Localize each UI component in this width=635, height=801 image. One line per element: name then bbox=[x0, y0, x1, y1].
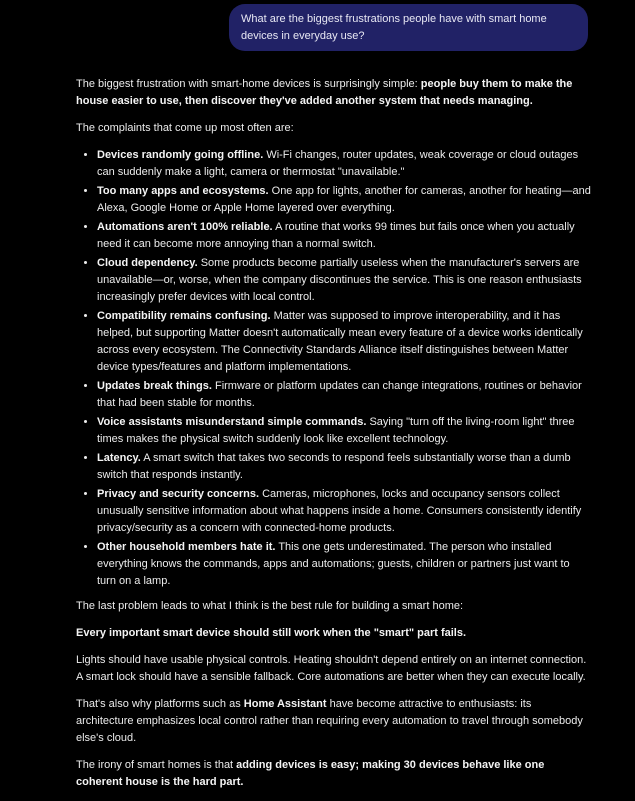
platform-paragraph bbox=[76, 696, 591, 747]
irony-lead: The irony of smart homes is that bbox=[76, 759, 237, 771]
complaint-title: Privacy and security concerns. bbox=[97, 488, 260, 500]
controls-paragraph: Lights should have usable physical controls. Heating shouldn't depend entirely on an internet connection. A smart lock should have a sensible fallback. Core automations are better when they can execute locally. bbox=[76, 654, 587, 683]
platform-name: Home Assistant bbox=[243, 698, 327, 710]
complaint-text: Some products become partially useless when the manufacturer's servers are unavailable—or, worse, when the company discontinues the service. This is one reason enthusiasts increasingly prefer devices with local control. bbox=[97, 257, 582, 303]
list-item bbox=[97, 414, 591, 448]
complaints-list bbox=[76, 147, 591, 590]
list-item bbox=[97, 147, 591, 181]
list-item bbox=[97, 255, 591, 306]
list-item bbox=[97, 486, 591, 537]
list-item bbox=[97, 183, 591, 217]
platform-before: That's also why platforms such as bbox=[76, 698, 244, 710]
irony-bold: adding devices is easy; making 30 devices behave like one coherent house is the hard part. bbox=[76, 759, 545, 788]
complaint-text: A smart switch that takes two seconds to respond feels substantially worse than a dumb switch that responds instantly. bbox=[97, 452, 571, 481]
complaint-title: Too many apps and ecosystems. bbox=[97, 185, 269, 197]
complaint-title: Updates break things. bbox=[97, 380, 212, 392]
assistant-response bbox=[76, 76, 591, 801]
complaint-title: Other household members hate it. bbox=[97, 541, 276, 553]
list-item bbox=[97, 219, 591, 253]
platform-after: have become attractive to enthusiasts: its architecture emphasizes local control rather than requiring every automation to travel through somebody else's cloud. bbox=[76, 698, 583, 744]
complaint-text: One app for lights, another for cameras, another for heating—and Alexa, Google Home or Apple Home layered over everything. bbox=[97, 185, 591, 214]
complaints-intro: The complaints that come up most often are: bbox=[76, 122, 294, 134]
list-item bbox=[97, 450, 591, 484]
complaint-text: Firmware or platform updates can change integrations, routines or behavior that had been stable for months. bbox=[97, 380, 582, 409]
complaint-title: Latency. bbox=[97, 452, 141, 464]
complaint-title: Cloud dependency. bbox=[97, 257, 198, 269]
list-item bbox=[97, 539, 591, 590]
user-message-text: What are the biggest frustrations people have with smart home devices in everyday use? bbox=[241, 13, 547, 42]
rule-bold: Every important smart device should still work when the "smart" part fails. bbox=[76, 627, 467, 639]
rule-paragraph bbox=[76, 625, 591, 642]
user-message-bubble bbox=[229, 4, 588, 51]
list-item bbox=[97, 308, 591, 376]
complaint-title: Voice assistants misunderstand simple commands. bbox=[97, 416, 367, 428]
complaint-text: Wi-Fi changes, router updates, weak coverage or cloud outages can suddenly make a light, camera or thermostat "unavailable." bbox=[97, 149, 579, 178]
rule-intro: The last problem leads to what I think is the best rule for building a smart home: bbox=[76, 600, 464, 612]
complaint-title: Devices randomly going offline. bbox=[97, 149, 264, 161]
intro-lead: The biggest frustration with smart-home devices is surprisingly simple: bbox=[76, 78, 421, 90]
complaint-text: Saying "turn off the living-room light" three times makes the physical switch suddenly look like excellent technology. bbox=[97, 416, 575, 445]
complaint-text: A routine that works 99 times but fails once when you actually need it can become more annoying than a normal switch. bbox=[97, 221, 575, 250]
complaint-text: Cameras, microphones, locks and occupancy sensors collect unusually sensitive information about what happens inside a home. Consumers consistently identify privacy/security as a concern with connected-home products. bbox=[97, 488, 582, 534]
intro-paragraph bbox=[76, 76, 591, 110]
irony-paragraph bbox=[76, 757, 591, 791]
intro-bold: people buy them to make the house easier to use, then discover they've added another system that needs managing. bbox=[76, 78, 573, 107]
complaint-title: Compatibility remains confusing. bbox=[97, 310, 271, 322]
list-item bbox=[97, 378, 591, 412]
complaint-title: Automations aren't 100% reliable. bbox=[97, 221, 273, 233]
complaint-text: This one gets underestimated. The person who installed everything knows the commands, apps and automations; guests, children or partners just want to turn on a lamp. bbox=[97, 541, 570, 587]
complaint-text: Matter was supposed to improve interoperability, and it has helped, but supporting Matter doesn't automatically mean every feature of a device works identically across every ecosystem. The Connectivity Standards Alliance itself distinguishes between Matter device types/features and platform implementations. bbox=[97, 310, 583, 373]
